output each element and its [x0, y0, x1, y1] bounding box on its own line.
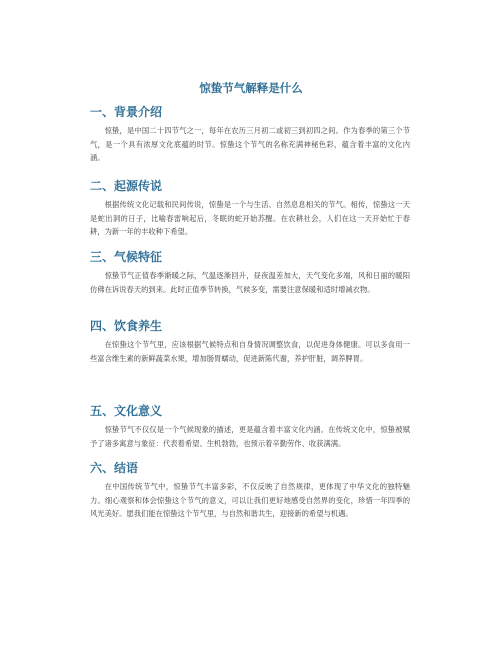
section-culture: [90, 403, 410, 450]
section-heading: 六、结语: [90, 461, 139, 475]
document-title: 惊蛰节气解释是什么: [199, 81, 303, 95]
section-paragraph: 惊蛰，是中国二十四节气之一，每年在农历三月初二或初三到初四之间。作为春季的第三个节气，是一个具有浓厚文化底蕴的时节。惊蛰这个节气的名称充满神秘色彩，蕴含着丰富的文化内涵。: [90, 126, 410, 163]
section-origin: [90, 178, 410, 239]
section-conclusion: [90, 460, 410, 521]
section-paragraph: 惊蛰节气不仅仅是一个气候现象的描述，更是蕴含着丰富文化内涵。在传统文化中，惊蛰被赋予了诸多寓意与象征：代表着希望、生机勃勃，也预示着辛勤劳作、收获满满。: [90, 425, 410, 448]
section-paragraph: 根据传统文化记载和民间传说，惊蛰是一个与生活、自然息息相关的节气。相传，惊蛰这一天是蛇出洞的日子，比喻春雷响起后，冬眠的蛇开始苏醒。在农耕社会，人们在这一天开始忙于春耕，为新一年的丰收种下希望。: [90, 200, 410, 237]
section-heading: 五、文化意义: [90, 404, 163, 418]
section-heading: 二、起源传说: [90, 179, 163, 193]
section-heading: 三、气候特征: [90, 250, 163, 264]
section-heading: 一、背景介绍: [90, 105, 163, 119]
section-diet: [90, 318, 410, 365]
section-paragraph: 在中国传统节气中，惊蛰节气丰富多彩，不仅反映了自然规律，更体现了中华文化的独特魅力。细心观察和体会惊蛰这个节气的意义，可以让我们更好地感受自然界的变化，珍惜一年四季的风光美好。愿我们能在惊蛰这个节气里，与自然和谐共生，迎接新的希望与机遇。: [90, 482, 410, 519]
section-climate: [90, 249, 410, 296]
section-heading: 四、饮食养生: [90, 319, 163, 333]
section-paragraph: 在惊蛰这个节气里，应该根据气候特点和自身情况调整饮食，以促进身体健康。可以多食用一些富含维生素的新鲜蔬菜水果，增加肠胃蠕动，促进新陈代谢，养护肝脏，调养脾胃。: [90, 340, 410, 363]
section-background: [90, 104, 410, 165]
section-paragraph: 惊蛰节气正值春季渐暖之际，气温逐渐回升，昼夜温差加大，天气变化多端，风和日丽的暖阳仿佛在诉说春天的到来。此时正值季节转换，气候多变，需要注意保暖和适时增减衣物。: [90, 271, 410, 294]
